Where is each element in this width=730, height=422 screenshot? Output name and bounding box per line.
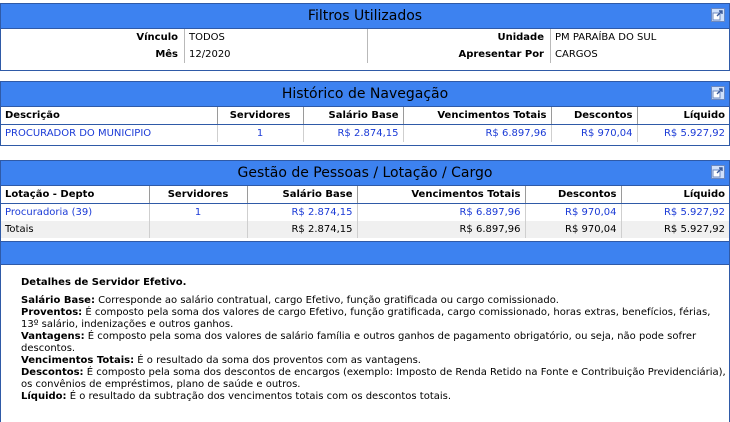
col-liquido: Líquido: [621, 186, 729, 204]
table-row: [1, 204, 729, 222]
cargo-link[interactable]: PROCURADOR DO MUNICIPIO: [5, 128, 152, 139]
mes-label: Mês: [155, 49, 178, 60]
unidade-value: PM PARAÍBA DO SUL: [550, 29, 656, 46]
historico-title: Histórico de Navegação: [281, 86, 449, 102]
export-icon[interactable]: [711, 86, 725, 100]
filtro-unidade-row: [368, 29, 729, 46]
apresentar-label: Apresentar Por: [458, 49, 544, 60]
historico-panel: [0, 81, 730, 146]
vinculo-value: TODOS: [184, 29, 225, 46]
col-liquido: Líquido: [637, 107, 729, 125]
salario-base-link[interactable]: R$ 2.874,15: [291, 207, 353, 218]
detalhes-header-bar: [1, 241, 729, 265]
col-vencimentos: Vencimentos Totais: [403, 107, 551, 125]
mes-value: 12/2020: [184, 46, 231, 63]
detalhe-salario-base: Salário Base: Corresponde ao salário contratual, cargo Efetivo, função gratificada ou cargo comissionado.: [21, 295, 559, 306]
col-lotacao: Lotação - Depto: [1, 186, 149, 204]
gestao-panel: [0, 160, 730, 242]
detalhe-descontos: Descontos: É composto pela soma dos descontos de encargos (exemplo: Imposto de Renda Retido na Fonte e Contribuição Previdenciária), os convênios de empréstimos, plano de saúde e outros.: [21, 367, 726, 390]
totais-liquido: R$ 5.927,92: [621, 221, 729, 238]
col-descricao: Descrição: [1, 107, 217, 125]
apresentar-value: CARGOS: [550, 46, 598, 63]
col-salario-base: Salário Base: [303, 107, 403, 125]
table-row: [1, 125, 729, 143]
filtros-header: [1, 4, 729, 29]
liquido-link[interactable]: R$ 5.927,92: [663, 128, 725, 139]
col-servidores: Servidores: [149, 186, 247, 204]
detalhe-vantagens: Vantagens: É composto pela soma dos valores de salário família e outros ganhos de pagamento obrigatório, ou seja, não pode sofrer descontos.: [21, 331, 697, 354]
filtro-mes-row: [1, 46, 367, 63]
gestao-header: [1, 161, 729, 186]
totais-descontos: R$ 970,04: [525, 221, 621, 238]
salario-base-link[interactable]: R$ 2.874,15: [337, 128, 399, 139]
col-salario-base: Salário Base: [247, 186, 357, 204]
liquido-link[interactable]: R$ 5.927,92: [663, 207, 725, 218]
filtro-apresentar-row: [368, 46, 729, 63]
detalhe-proventos: Proventos: É composto pela soma dos valores de cargo Efetivo, função gratificada, cargo comissionado, horas extras, benefícios, férias, 13º salário, indenizações e outros ganhos.: [21, 307, 711, 330]
export-icon[interactable]: [711, 165, 725, 179]
descontos-link[interactable]: R$ 970,04: [581, 128, 633, 139]
col-descontos: Descontos: [525, 186, 621, 204]
vinculo-label: Vínculo: [136, 32, 178, 43]
lotacao-link[interactable]: Procuradoria (39): [5, 207, 93, 218]
detalhes-panel: [0, 241, 730, 422]
historico-table: [1, 107, 729, 142]
descontos-link[interactable]: R$ 970,04: [565, 207, 617, 218]
totals-row: [1, 221, 729, 238]
unidade-label: Unidade: [497, 32, 544, 43]
col-descontos: Descontos: [551, 107, 637, 125]
totais-salario-base: R$ 2.874,15: [247, 221, 357, 238]
gestao-title: Gestão de Pessoas / Lotação / Cargo: [237, 165, 493, 181]
col-servidores: Servidores: [217, 107, 303, 125]
filtro-vinculo-row: [1, 29, 367, 46]
col-vencimentos: Vencimentos Totais: [357, 186, 525, 204]
detalhe-vencimentos-totais: Vencimentos Totais: É o resultado da soma dos proventos com as vantagens.: [21, 355, 421, 366]
totais-vencimentos: R$ 6.897,96: [357, 221, 525, 238]
gestao-table: [1, 186, 729, 238]
detalhe-liquido: Líquido: É o resultado da subtração dos vencimentos totais com os descontos totais.: [21, 391, 452, 402]
vencimentos-link[interactable]: R$ 6.897,96: [485, 128, 547, 139]
filtros-panel: [0, 3, 730, 71]
totais-label: Totais: [1, 221, 149, 238]
servidores-link[interactable]: 1: [194, 207, 202, 218]
export-icon[interactable]: [711, 8, 725, 22]
detalhes-heading: Detalhes de Servidor Efetivo.: [21, 277, 187, 288]
historico-header: [1, 82, 729, 107]
filtros-title: Filtros Utilizados: [307, 8, 423, 24]
servidores-link[interactable]: 1: [256, 128, 264, 139]
vencimentos-link[interactable]: R$ 6.897,96: [459, 207, 521, 218]
totais-servidores: [149, 221, 247, 238]
